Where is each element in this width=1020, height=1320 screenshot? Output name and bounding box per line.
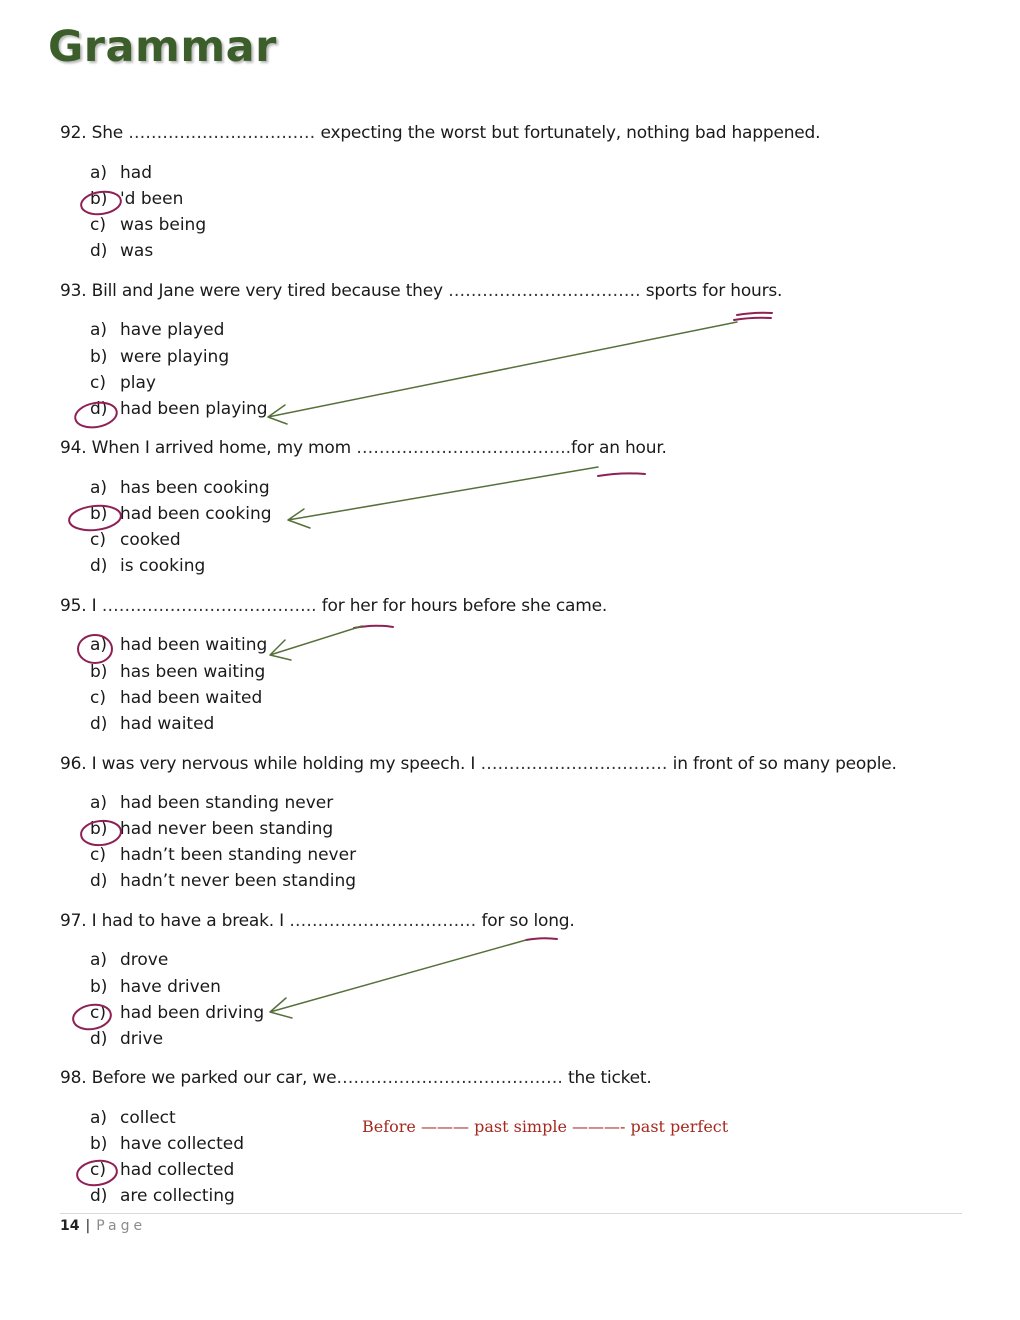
option-96-d: [90, 871, 356, 891]
page-footer: [60, 1218, 146, 1234]
question-stem-end: expecting the worst but fortunately, nothing bad happened.: [320, 123, 821, 143]
option-95-a: [90, 635, 267, 655]
option-letter: c): [90, 1160, 106, 1180]
question-stem-start: 92. She: [60, 123, 124, 143]
note-past-simple: past simple: [474, 1117, 567, 1136]
option-letter: d): [90, 241, 108, 261]
option-letter: c): [90, 215, 106, 235]
option-92-d: [90, 241, 153, 261]
option-text: had been waited: [120, 688, 263, 708]
option-letter: a): [90, 1108, 108, 1128]
option-letter: a): [90, 163, 108, 183]
answer-blank: …………………………….: [448, 281, 641, 301]
arrow-95: [270, 626, 362, 660]
question-94: [60, 438, 667, 458]
option-97-d: [90, 1029, 163, 1049]
option-text: are collecting: [120, 1186, 235, 1206]
arrow-94: [288, 467, 598, 528]
question-stem-start: 94. When I arrived home, my mom: [60, 438, 351, 458]
underline-mark-95: [354, 626, 393, 628]
option-98-a: [90, 1108, 176, 1128]
option-letter: a): [90, 793, 108, 813]
question-stem-end: for her for hours before she came.: [321, 596, 608, 616]
option-letter: d): [90, 399, 108, 419]
answer-blank: ……………………………: [480, 754, 668, 774]
option-text: had been cooking: [120, 504, 272, 524]
question-96: [60, 754, 897, 774]
option-text: have collected: [120, 1134, 245, 1154]
tense-rule-note: [362, 1117, 728, 1136]
option-text: had never been standing: [120, 819, 334, 839]
option-98-c: [90, 1160, 234, 1180]
note-past-perfect: past perfect: [630, 1117, 729, 1136]
option-text: had: [120, 163, 152, 183]
option-letter: a): [90, 478, 108, 498]
option-text: was being: [120, 215, 207, 235]
question-stem-end: sports for hours.: [645, 281, 783, 301]
option-letter: c): [90, 373, 106, 393]
question-stem-end: the ticket.: [568, 1068, 652, 1088]
page-label: Page: [96, 1218, 147, 1234]
page-title: Grammar: [48, 22, 277, 72]
question-97: [60, 911, 575, 931]
question-stem-end: for so long.: [481, 911, 575, 931]
arrow-97: [270, 940, 526, 1018]
option-94-d: [90, 556, 205, 576]
option-93-d: [90, 399, 268, 419]
option-letter: b): [90, 504, 108, 524]
option-93-c: [90, 373, 156, 393]
option-text: 'd been: [120, 189, 184, 209]
question-stem-end: for an hour.: [571, 438, 667, 458]
question-stem-start: 97. I had to have a break. I: [60, 911, 284, 931]
option-95-d: [90, 714, 214, 734]
question-stem-start: 98. Before we parked our car, we: [60, 1068, 337, 1088]
question-95: [60, 596, 607, 616]
option-letter: d): [90, 871, 108, 891]
option-letter: d): [90, 1029, 108, 1049]
underline-mark-97: [526, 938, 557, 940]
option-94-a: [90, 478, 270, 498]
option-text: hadn’t been standing never: [120, 845, 357, 865]
option-97-b: [90, 977, 221, 997]
arrow-93: [268, 322, 737, 424]
option-96-a: [90, 793, 333, 813]
option-97-c: [90, 1003, 264, 1023]
option-text: play: [120, 373, 156, 393]
option-98-d: [90, 1186, 235, 1206]
option-letter: d): [90, 1186, 108, 1206]
note-dash: ———-: [572, 1117, 626, 1136]
option-letter: a): [90, 320, 108, 340]
option-letter: b): [90, 977, 108, 997]
option-text: had been waiting: [120, 635, 268, 655]
option-text: have driven: [120, 977, 221, 997]
option-92-c: [90, 215, 206, 235]
option-letter: a): [90, 950, 108, 970]
question-93: [60, 281, 782, 301]
question-stem-start: 93. Bill and Jane were very tired because they: [60, 281, 443, 301]
option-letter: a): [90, 635, 108, 655]
answer-blank: ……………………………: [128, 123, 316, 143]
option-98-b: [90, 1134, 244, 1154]
option-text: drove: [120, 950, 169, 970]
option-letter: c): [90, 688, 106, 708]
option-94-c: [90, 530, 181, 550]
option-text: had been driving: [120, 1003, 265, 1023]
question-92: [60, 123, 820, 143]
answer-blank: ………………………………….: [336, 1068, 563, 1088]
option-92-a: [90, 163, 152, 183]
option-text: has been cooking: [120, 478, 270, 498]
option-text: had been standing never: [120, 793, 334, 813]
option-text: had been playing: [120, 399, 268, 419]
option-text: had collected: [120, 1160, 235, 1180]
footer-divider: [60, 1213, 962, 1214]
option-letter: b): [90, 347, 108, 367]
option-text: have played: [120, 320, 225, 340]
option-95-c: [90, 688, 262, 708]
note-before: Before: [362, 1117, 416, 1136]
option-text: had waited: [120, 714, 215, 734]
underline-mark-93: [734, 313, 772, 320]
answer-blank: ………………………………..: [101, 596, 317, 616]
option-93-a: [90, 320, 224, 340]
question-stem-end: in front of so many people.: [672, 754, 897, 774]
footer-separator: |: [85, 1218, 91, 1234]
option-letter: d): [90, 556, 108, 576]
option-text: was: [120, 241, 154, 261]
option-letter: c): [90, 530, 106, 550]
option-letter: b): [90, 662, 108, 682]
option-text: drive: [120, 1029, 164, 1049]
option-letter: c): [90, 845, 106, 865]
option-text: is cooking: [120, 556, 206, 576]
option-letter: d): [90, 714, 108, 734]
option-letter: c): [90, 1003, 106, 1023]
question-stem-start: 95. I: [60, 596, 97, 616]
option-93-b: [90, 347, 229, 367]
option-text: cooked: [120, 530, 181, 550]
option-text: has been waiting: [120, 662, 266, 682]
option-94-b: [90, 504, 272, 524]
underline-mark-94: [598, 473, 645, 476]
option-92-b: [90, 189, 183, 209]
note-dash: ———: [421, 1117, 469, 1136]
option-96-b: [90, 819, 333, 839]
option-letter: b): [90, 1134, 108, 1154]
question-stem-start: 96. I was very nervous while holding my speech. I: [60, 754, 476, 774]
option-letter: b): [90, 819, 108, 839]
page-number: 14: [60, 1218, 80, 1234]
option-letter: b): [90, 189, 108, 209]
option-97-a: [90, 950, 168, 970]
answer-blank: ……………………………: [289, 911, 477, 931]
answer-blank: ………………………………..: [356, 438, 571, 458]
question-98: [60, 1068, 652, 1088]
option-96-c: [90, 845, 356, 865]
option-text: were playing: [120, 347, 230, 367]
option-text: collect: [120, 1108, 176, 1128]
option-text: hadn’t never been standing: [120, 871, 357, 891]
option-95-b: [90, 662, 265, 682]
